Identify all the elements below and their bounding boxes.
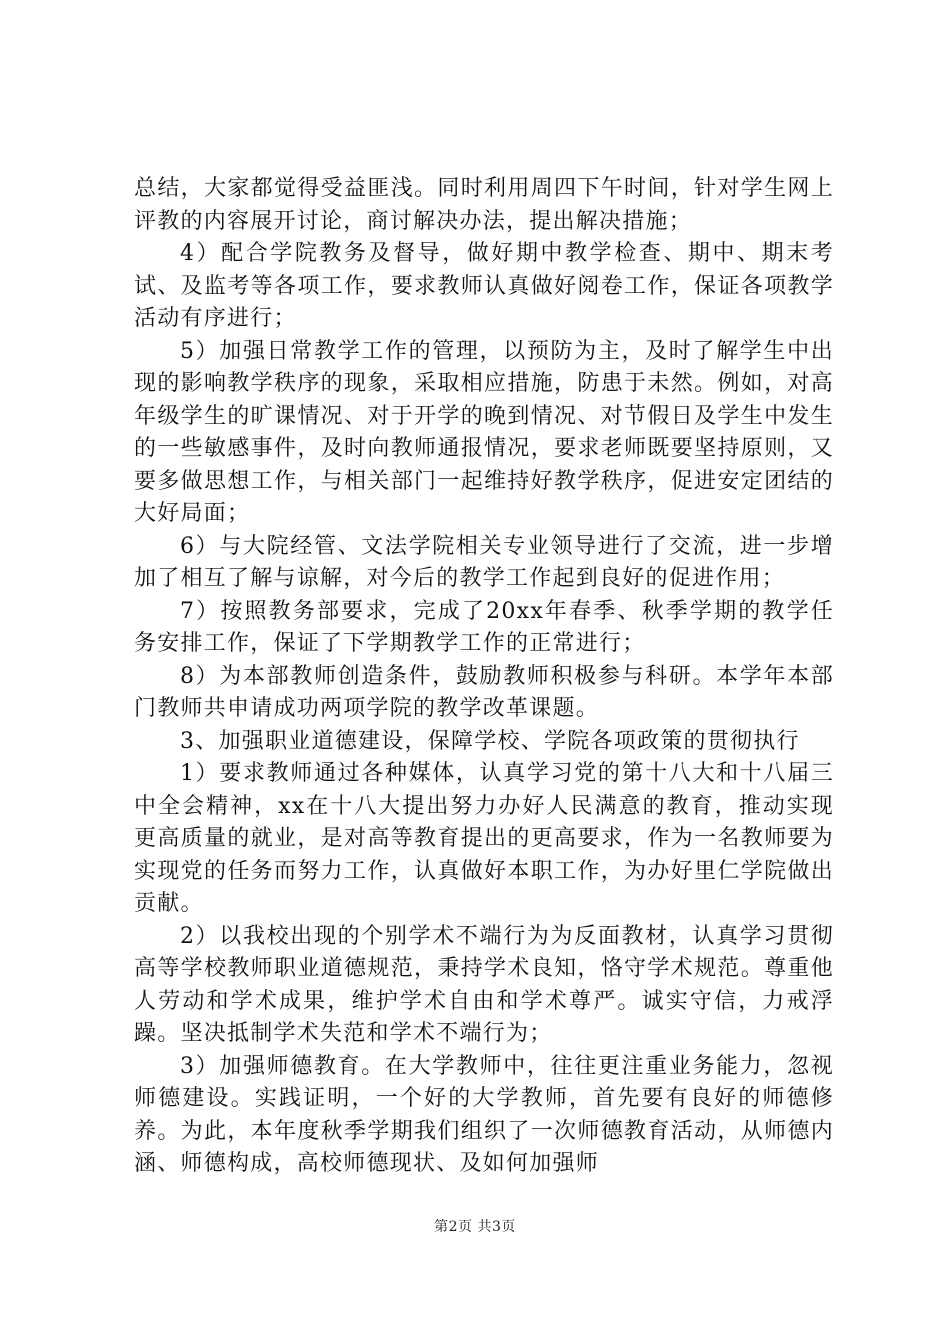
paragraph-subitem-2: 2）以我校出现的个别学术不端行为为反面教材，认真学习贯彻高等学校教师职业道德规范，秉持学术良知，恪守学术规范。尊重他人劳动和学术成果，维护学术自由和学术尊严。诚实守信，力戒浮躁。坚决抵制学术失范和学术不端行为；: [134, 923, 834, 1046]
paragraph-subitem-3: 3）加强师德教育。在大学教师中，往往更注重业务能力，忽视师德建设。实践证明，一个好的大学教师，首先要有良好的师德修养。为此，本年度秋季学期我们组织了一次师德教育活动，从师德内涵、师德构成，高校师德现状、及如何加强师: [134, 1053, 834, 1176]
paragraph-item-8: 8）为本部教师创造条件，鼓励教师积极参与科研。本学年本部门教师共申请成功两项学院的教学改革课题。: [134, 663, 834, 721]
paragraph-item-7: 7）按照教务部要求，完成了20xx年春季、秋季学期的教学任务安排工作，保证了下学期教学工作的正常进行；: [134, 598, 834, 656]
document-body: [134, 173, 834, 1181]
section-heading-3: 3、加强职业道德建设，保障学校、学院各项政策的贯彻执行: [180, 728, 800, 754]
paragraph-item-4: 4）配合学院教务及督导，做好期中教学检查、期中、期末考试、及监考等各项工作，要求教师认真做好阅卷工作，保证各项教学活动有序进行；: [134, 241, 834, 331]
paragraph-item-6: 6）与大院经管、文法学院相关专业领导进行了交流，进一步增加了相互了解与谅解，对今后的教学工作起到良好的促进作用；: [134, 533, 834, 591]
paragraph-summary-continued: 总结，大家都觉得受益匪浅。同时利用周四下午时间，针对学生网上评教的内容展开讨论，商讨解决办法，提出解决措施；: [134, 176, 834, 234]
paragraph-subitem-1: 1）要求教师通过各种媒体，认真学习党的第十八大和十八届三中全会精神，xx在十八大提出努力办好人民满意的教育，推动实现更高质量的就业，是对高等教育提出的更高要求，作为一名教师要为实现党的任务而努力工作，认真做好本职工作，为办好里仁学院做出贡献。: [134, 761, 834, 916]
paragraph-item-5: 5）加强日常教学工作的管理，以预防为主，及时了解学生中出现的影响教学秩序的现象，采取相应措施，防患于未然。例如，对高年级学生的旷课情况、对于开学的晚到情况、对节假日及学生中发生的一些敏感事件，及时向教师通报情况，要求老师既要坚持原则，又要多做思想工作，与相关部门一起维持好教学秩序，促进安定团结的大好局面；: [134, 338, 834, 526]
page-footer: 第2页 共3页: [434, 1219, 516, 1235]
